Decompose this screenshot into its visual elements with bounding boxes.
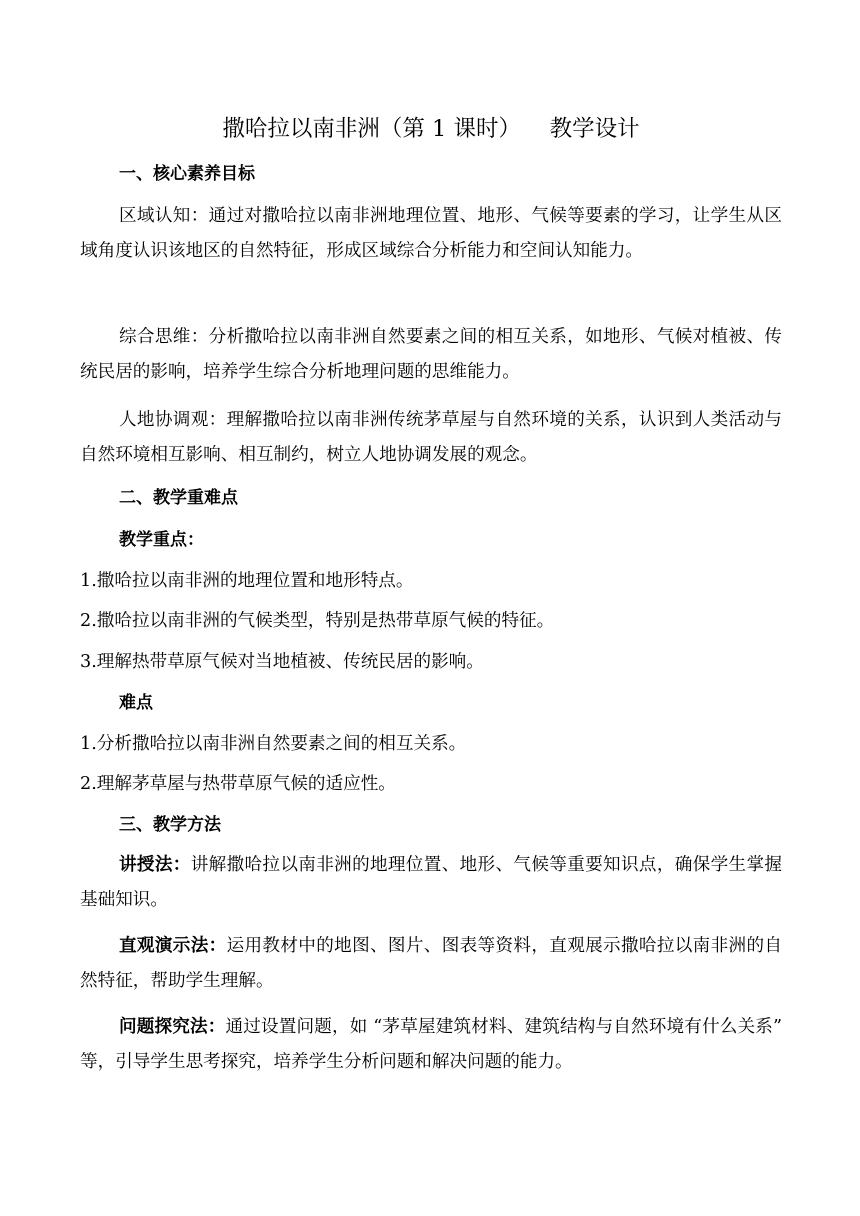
method-demonstration-text: 运用教材中的地图、图片、图表等资料，直观展示撒哈拉以南非洲的自然特征，帮助学生理解。 [80, 936, 782, 991]
document-title: 撒哈拉以南非洲（第 1 课时） 教学设计 [222, 116, 640, 142]
subheading-key-points: 教学重点： [119, 530, 204, 550]
difficulty-item-2: 2.理解茅草屋与热带草原气候的适应性。 [80, 774, 396, 794]
method-lecture-text: 讲解撒哈拉以南非洲的地理位置、地形、气候等重要知识点，确保学生掌握基础知识。 [80, 855, 782, 910]
difficulty-item-1: 1.分析撒哈拉以南非洲自然要素之间的相互关系。 [80, 734, 467, 754]
method-demonstration-name: 直观演示法： [119, 936, 227, 956]
method-inquiry [80, 1010, 782, 1080]
paragraph-integrated-thinking: 综合思维：分析撒哈拉以南非洲自然要素之间的相互关系，如地形、气候对植被、传统民居的影响，培养学生综合分析地理问题的思维能力。 [80, 327, 782, 382]
section-heading-objectives: 一、核心素养目标 [119, 164, 255, 184]
subheading-difficulties: 难点 [119, 693, 153, 713]
method-demonstration [80, 929, 782, 999]
key-point-item-3: 3.理解热带草原气候对当地植被、传统民居的影响。 [80, 652, 484, 672]
section-heading-methods: 三、教学方法 [119, 815, 221, 835]
key-point-item-2: 2.撒哈拉以南非洲的气候类型，特别是热带草原气候的特征。 [80, 611, 555, 631]
section-heading-key-difficulties: 二、教学重难点 [119, 488, 238, 508]
paragraph-regional-cognition: 区域认知：通过对撒哈拉以南非洲地理位置、地形、气候等要素的学习，让学生从区域角度认识该地区的自然特征，形成区域综合分析能力和空间认知能力。 [80, 206, 782, 261]
key-point-item-1: 1.撒哈拉以南非洲的地理位置和地形特点。 [80, 571, 414, 591]
method-inquiry-text: 通过设置问题，如 “茅草屋建筑材料、建筑结构与自然环境有什么关系” 等，引导学生思考探究，培养学生分析问题和解决问题的能力。 [80, 1017, 782, 1072]
method-inquiry-name: 问题探究法： [119, 1017, 226, 1037]
method-lecture [80, 848, 782, 918]
method-lecture-name: 讲授法： [119, 855, 191, 875]
paragraph-human-earth-harmony: 人地协调观：理解撒哈拉以南非洲传统茅草屋与自然环境的关系，认识到人类活动与自然环境相互影响、相互制约，树立人地协调发展的观念。 [80, 410, 782, 465]
